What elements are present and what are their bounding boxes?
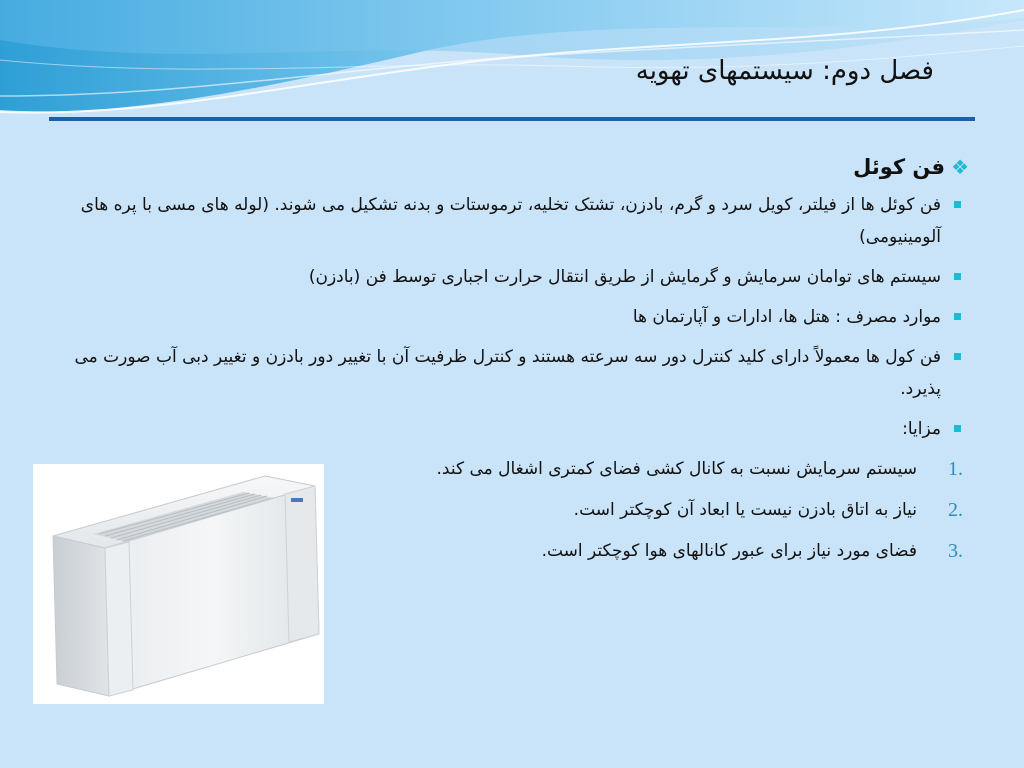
- item-number: 3.: [948, 540, 963, 562]
- item-number: 2.: [948, 499, 963, 521]
- numbered-item-text: نیاز به اتاق بادزن نیست یا ابعاد آن کوچکتر است.: [573, 500, 917, 520]
- list-item-text: موارد مصرف : هتل ها، ادارات و آپارتمان ها: [632, 307, 941, 327]
- list-item-text: مزایا:: [902, 419, 941, 439]
- section-heading: [50, 155, 969, 179]
- item-number: 1.: [948, 458, 963, 480]
- title-underline: [49, 117, 975, 121]
- square-bullet-icon: [954, 353, 961, 360]
- list-item: [50, 413, 969, 445]
- square-bullet-icon: [954, 425, 961, 432]
- numbered-item-text: سیستم سرمایش نسبت به کانال کشی فضای کمتری اشغال می کند.: [436, 459, 917, 479]
- fan-coil-unit-image: [33, 464, 324, 704]
- list-item: [50, 261, 969, 293]
- section-heading-text: فن کوئل: [853, 155, 946, 179]
- list-item: [50, 301, 969, 333]
- list-item: [50, 341, 969, 405]
- list-item: [50, 189, 969, 253]
- list-item-text: سیستم های توامان سرمایش و گرمایش از طریق انتقال حرارت اجباری توسط فن (بادزن): [308, 267, 941, 287]
- square-bullet-icon: [954, 201, 961, 208]
- fan-coil-unit-illustration: [33, 464, 324, 704]
- diamond-bullet-icon: ❖: [951, 155, 969, 179]
- square-bullet-icon: [954, 273, 961, 280]
- list-item-text: فن کوئل ها از فیلتر، کویل سرد و گرم، بادزن، تشتک تخلیه، ترموستات و بدنه تشکیل می شوند. (لوله های مسی با پره های آلومینیومی): [80, 195, 941, 247]
- slide-title: فصل دوم: سیستمهای تهویه: [635, 56, 934, 86]
- list-item-text: فن کول ها معمولاً دارای کلید کنترل دور سه سرعته هستند و کنترل ظرفیت آن با تغییر دور بادزن و تغییر دبی آب صورت می پذیرد.: [74, 347, 941, 399]
- bullet-list: [50, 189, 969, 445]
- square-bullet-icon: [954, 313, 961, 320]
- numbered-item-text: فضای مورد نیاز برای عبور کانالهای هوا کوچکتر است.: [541, 541, 917, 561]
